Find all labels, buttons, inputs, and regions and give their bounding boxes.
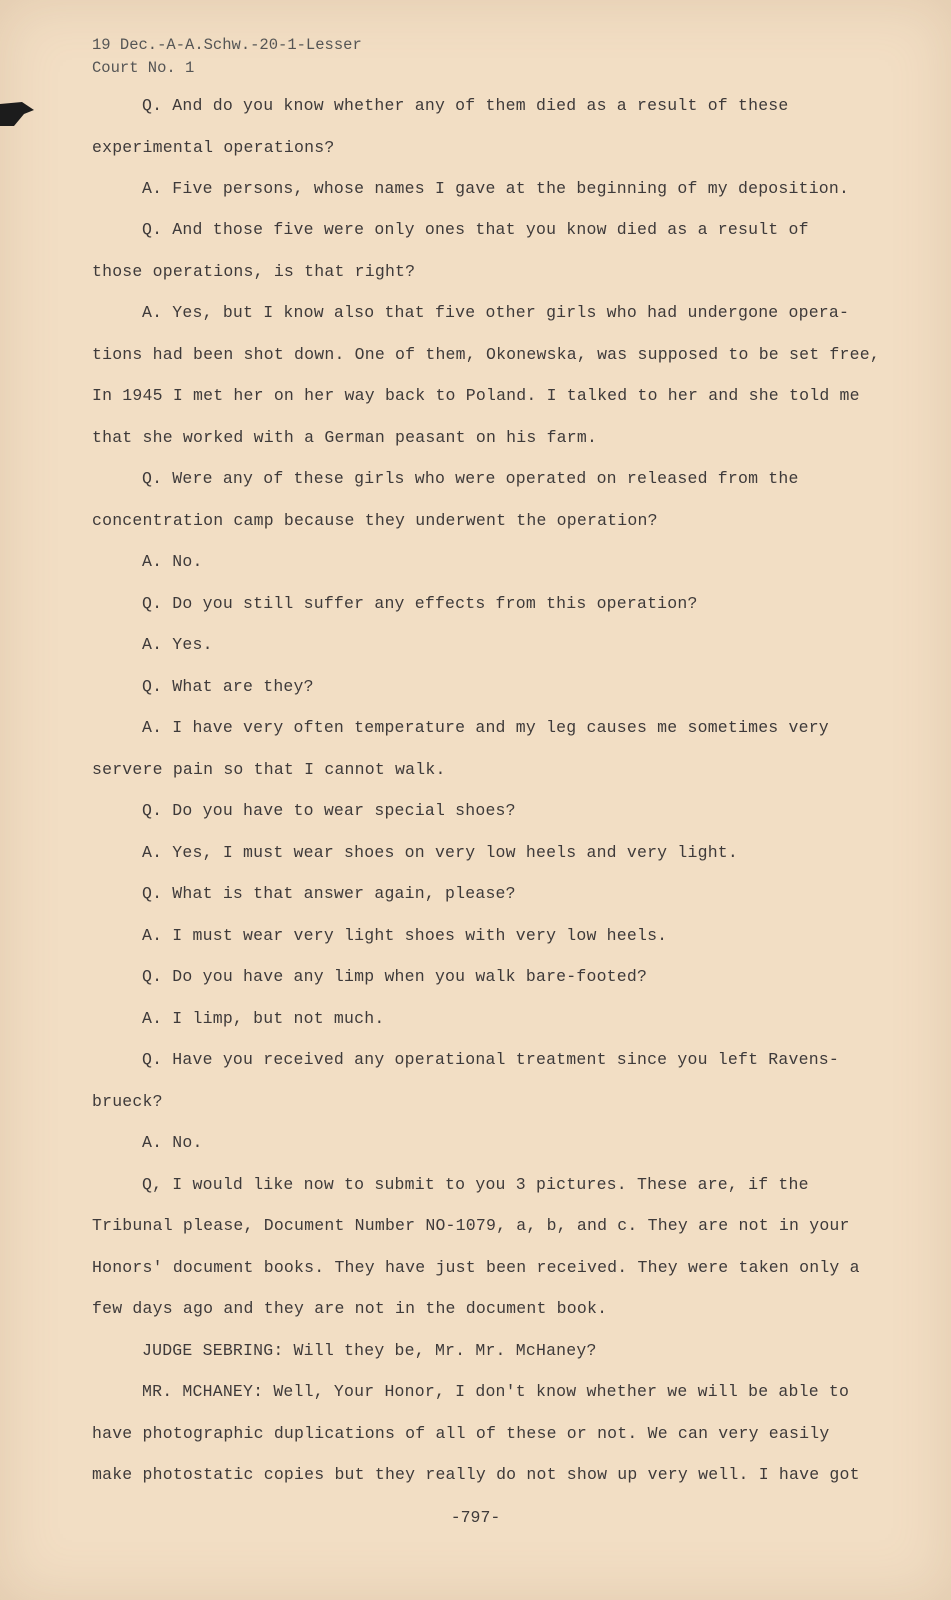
transcript-line: A. No. bbox=[142, 1133, 203, 1152]
transcript-line: A. Five persons, whose names I gave at the beginning of my deposition. bbox=[142, 179, 850, 198]
transcript-line: A. Yes, but I know also that five other girls who had undergone opera- bbox=[142, 303, 850, 322]
transcript-line: Q. What is that answer again, please? bbox=[142, 884, 516, 903]
transcript-line: Honors' document books. They have just been received. They were taken only a bbox=[92, 1258, 860, 1277]
transcript-line: tions had been shot down. One of them, Okonewska, was supposed to be set free, bbox=[92, 345, 880, 364]
header-court-line: Court No. 1 bbox=[92, 59, 195, 77]
transcript-line: few days ago and they are not in the document book. bbox=[92, 1299, 608, 1318]
header-session-line: 19 Dec.-A-A.Schw.-20-1-Lesser bbox=[92, 36, 362, 54]
transcript-line: Q. Do you still suffer any effects from this operation? bbox=[142, 594, 698, 613]
transcript-line: Q. Do you have any limp when you walk bare-footed? bbox=[142, 967, 648, 986]
transcript-line: A. I have very often temperature and my leg causes me sometimes very bbox=[142, 718, 829, 737]
transcript-line: make photostatic copies but they really do not show up very well. I have got bbox=[92, 1465, 860, 1484]
transcript-line: servere pain so that I cannot walk. bbox=[92, 760, 446, 779]
transcript-line: Q. What are they? bbox=[142, 677, 314, 696]
transcript-line: A. No. bbox=[142, 552, 203, 571]
transcript-line: A. Yes. bbox=[142, 635, 213, 654]
transcript-line: MR. MCHANEY: Well, Your Honor, I don't know whether we will be able to bbox=[142, 1382, 850, 1401]
transcript-line: Q. And those five were only ones that you know died as a result of bbox=[142, 220, 809, 239]
transcript-line: A. I must wear very light shoes with very low heels. bbox=[142, 926, 668, 945]
transcript-line: Q. And do you know whether any of them died as a result of these bbox=[142, 96, 789, 115]
transcript-line: those operations, is that right? bbox=[92, 262, 416, 281]
transcript-line: that she worked with a German peasant on his farm. bbox=[92, 428, 598, 447]
transcript-line: concentration camp because they underwent the operation? bbox=[92, 511, 658, 530]
transcript-line: Q. Have you received any operational treatment since you left Ravens- bbox=[142, 1050, 840, 1069]
transcript-line: In 1945 I met her on her way back to Poland. I talked to her and she told me bbox=[92, 386, 860, 405]
document-header bbox=[92, 34, 362, 80]
transcript-line: A. I limp, but not much. bbox=[142, 1009, 385, 1028]
transcript-line: Tribunal please, Document Number NO-1079, a, b, and c. They are not in your bbox=[92, 1216, 850, 1235]
transcript-line: Q, I would like now to submit to you 3 pictures. These are, if the bbox=[142, 1175, 809, 1194]
page-number: -797- bbox=[450, 1508, 501, 1527]
transcript-line: have photographic duplications of all of these or not. We can very easily bbox=[92, 1424, 830, 1443]
paper-clip-mark bbox=[0, 100, 34, 126]
transcript-line: JUDGE SEBRING: Will they be, Mr. Mr. McHaney? bbox=[142, 1341, 597, 1360]
transcript-line: brueck? bbox=[92, 1092, 163, 1111]
transcript-line: Q. Do you have to wear special shoes? bbox=[142, 801, 516, 820]
transcript-line: Q. Were any of these girls who were operated on released from the bbox=[142, 469, 799, 488]
transcript-line: experimental operations? bbox=[92, 138, 335, 157]
transcript-line: A. Yes, I must wear shoes on very low heels and very light. bbox=[142, 843, 738, 862]
